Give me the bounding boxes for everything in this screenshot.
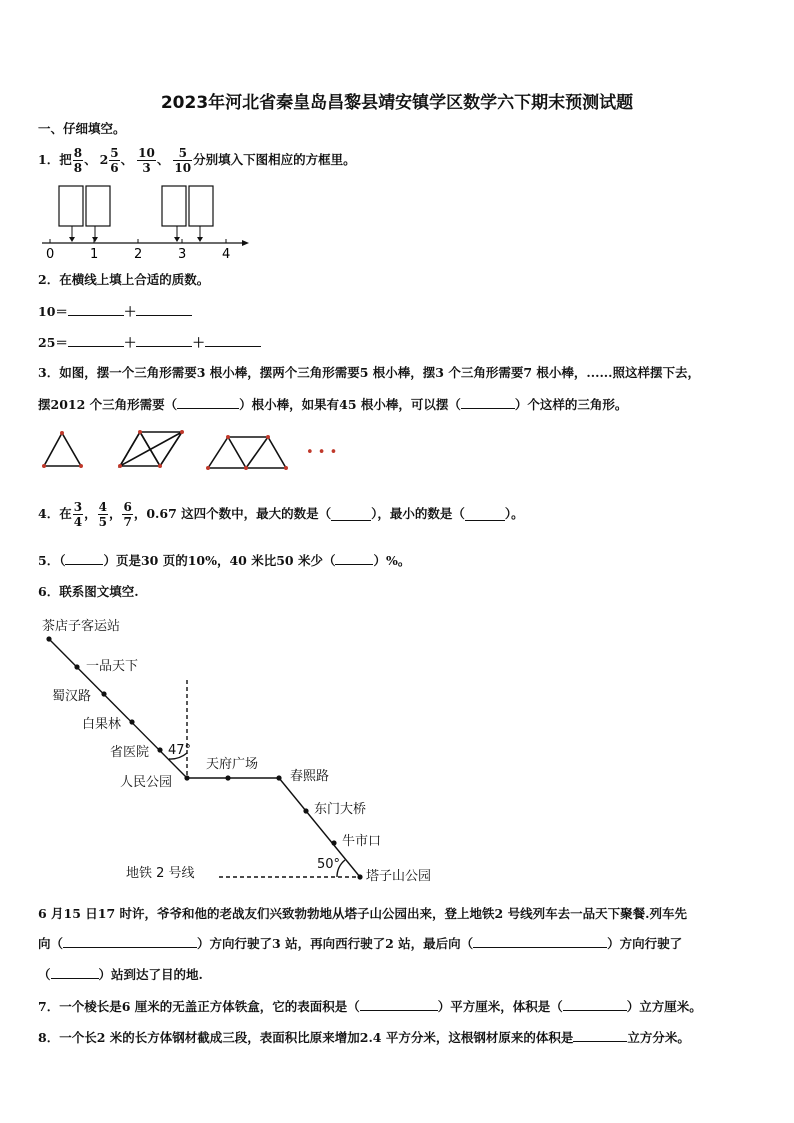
mixed-whole: 2 (99, 152, 109, 167)
prime-blank[interactable] (136, 303, 192, 316)
station-dot (74, 664, 79, 669)
question-3-line-1: 3．如图，摆一个三角形需要3 根小棒，摆两个三角形需要5 根小棒，摆3 个三角形需要7 根小棒，......照这样摆下去， (38, 365, 701, 380)
max-blank[interactable] (331, 508, 371, 521)
station-dot (101, 691, 106, 696)
station-shengyiyuan: 省医院 (110, 745, 150, 760)
min-blank[interactable] (465, 508, 505, 521)
q1-suffix: 分别填入下图相应的方框里。 (193, 152, 356, 167)
fraction-6-7: $\frac{6}{7}$ (123, 499, 132, 529)
surface-area-blank[interactable] (360, 998, 438, 1011)
q1-number: 1． (38, 152, 60, 167)
answer-box-3[interactable] (162, 186, 186, 226)
station-dot (129, 719, 134, 724)
q6-paragraph-1: 6 月15 日17 时许，爷爷和他的老战友们兴致勃勃地从塔子山公园出来，登上地铁2 号线列车去一品天下聚餐.列车先 (38, 906, 687, 921)
station-taizishangongyuan: 塔子山公园 (366, 869, 432, 884)
station-dongmendaqiao: 东门大桥 (314, 802, 367, 817)
volume-blank[interactable] (563, 998, 627, 1011)
direction-blank-2[interactable] (473, 935, 607, 948)
fraction-5-6: $\frac{5}{6}$ (110, 145, 119, 175)
station-dot (276, 775, 281, 780)
triangle-1 (44, 433, 81, 466)
station-dot (303, 808, 308, 813)
answer-box-1[interactable] (59, 186, 83, 226)
metro-line-label: 地铁 2 号线 (126, 866, 195, 881)
section-heading: 一、仔细填空。 (38, 121, 126, 136)
prime-blank[interactable] (136, 334, 192, 347)
pages-blank[interactable] (65, 552, 103, 565)
tick-label-1: 1 (90, 247, 99, 262)
tick-label-0: 0 (46, 247, 55, 262)
q1-prefix: 把 (59, 152, 72, 167)
fraction-5-10: $\frac{5}{10}$ (174, 145, 192, 175)
station-dot (184, 775, 189, 780)
fraction-8-8: $\frac{8}{8}$ (73, 145, 83, 175)
q6-paragraph-3: （ ）站到达了目的地. (38, 967, 203, 982)
q2-equation-1: 10＝ ＋ (38, 303, 192, 321)
station-renmingongyuan: 人民公园 (120, 775, 173, 790)
question-5: 5．（ ）页是30 页的10%，40 米比50 米少（ ）%。 (38, 553, 411, 568)
percent-blank[interactable] (335, 552, 373, 565)
metro-map (36, 612, 456, 892)
fraction-10-3: $\frac{10}{3}$ (138, 145, 155, 175)
question-7: 7．一个棱长是6 厘米的无盖正方体铁盒，它的表面积是（ ）平方厘米，体积是（ ）立方厘米。 (38, 999, 702, 1014)
question-4: 4．在 $\frac{3}{4}$ ， $\frac{4}{5}$ ， $\frac{6}{7}$ ， 0.67 这四个数中，最大的数是（ ），最小的数是（ ）。 (38, 499, 524, 529)
question-2: 2．在横线上填上合适的质数。 (38, 272, 210, 287)
fraction-3-4: $\frac{3}{4}$ (73, 499, 83, 529)
prime-blank[interactable] (205, 334, 261, 347)
station-chadianzi: 茶店子客运站 (42, 619, 121, 634)
tick-label-2: 2 (134, 247, 143, 262)
triangles-figure (36, 426, 346, 476)
original-volume-blank[interactable] (573, 1029, 627, 1042)
station-dot (157, 747, 162, 752)
station-baiguolin: 白果林 (82, 717, 122, 732)
fraction-4-5: $\frac{4}{5}$ (98, 499, 107, 529)
answer-box-4[interactable] (189, 186, 213, 226)
axis-arrow-icon (242, 240, 249, 246)
question-8: 8．一个长2 米的长方体钢材截成三段，表面积比原来增加2.4 平方分米，这根钢材原来的体积是 立方分米。 (38, 1030, 690, 1045)
station-dot (46, 636, 51, 641)
angle-47-label: 47° (168, 743, 192, 758)
answer-box-2[interactable] (86, 186, 110, 226)
station-yipintianxia: 一品天下 (86, 659, 139, 674)
number-line-figure (36, 182, 256, 262)
sticks-blank[interactable] (177, 396, 239, 409)
prime-blank[interactable] (68, 334, 124, 347)
question-1: 1． 把 $\frac{8}{8}$ 、 2 $\frac{5}{6}$ 、 $\frac{10}{3}$ 、 $\frac{5}{10}$ 分别填入下图相应的方框里。 (38, 145, 356, 175)
station-shuhanlu: 蜀汉路 (52, 689, 92, 704)
tick-label-4: 4 (222, 247, 231, 262)
q2-equation-2: 25＝ ＋ ＋ (38, 334, 261, 352)
continuation-dots: • • • (306, 445, 338, 460)
q6-paragraph-2: 向（ ）方向行驶了3 站，再向西行驶了2 站，最后向（ ）方向行驶了 (38, 936, 683, 951)
direction-blank-1[interactable] (63, 935, 197, 948)
stations-blank[interactable] (51, 966, 99, 979)
station-niushikou: 牛市口 (342, 834, 382, 849)
tick-label-3: 3 (178, 247, 187, 262)
triangles-blank[interactable] (461, 396, 515, 409)
question-3-line-2: 摆2012 个三角形需要（ ）根小棒，如果有45 根小棒，可以摆（ ）个这样的三角形。 (38, 397, 628, 412)
station-dot (331, 840, 336, 845)
station-dot (225, 775, 230, 780)
prime-blank[interactable] (68, 303, 124, 316)
station-chunxilu: 春熙路 (290, 769, 330, 784)
angle-50-label: 50° (317, 857, 341, 872)
station-tianfuguangchang: 天府广场 (206, 757, 259, 772)
station-dot (357, 874, 362, 879)
question-6: 6．联系图文填空. (38, 584, 139, 599)
page-title: 2023年河北省秦皇岛昌黎县靖安镇学区数学六下期末预测试题 (160, 93, 634, 113)
